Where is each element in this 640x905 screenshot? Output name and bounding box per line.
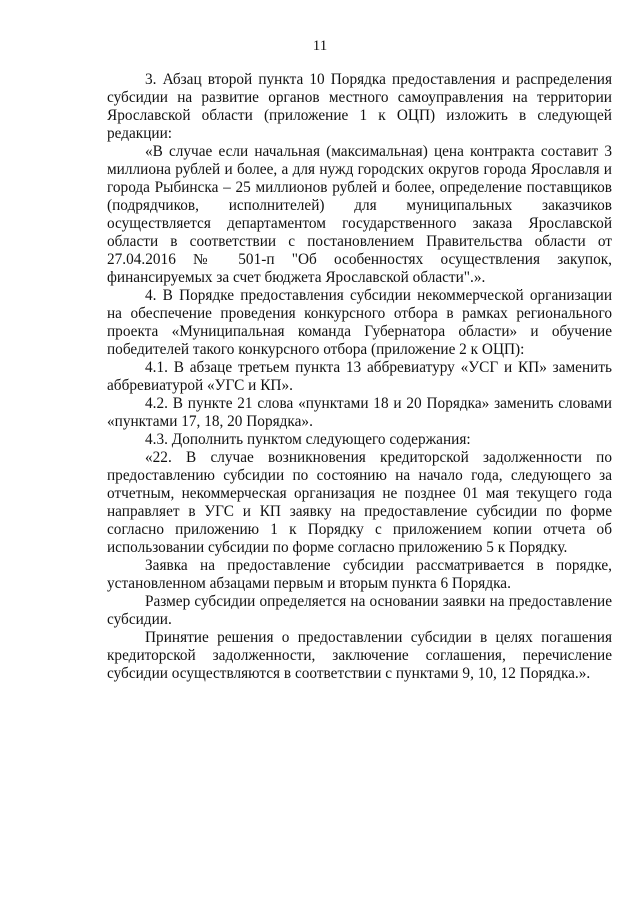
- page-number: 11: [312, 38, 328, 54]
- paragraph-22: «22. В случае возникновения кредиторской задолженности по предоставлению субсидии по состоянию на начало года, следующего за отчетным, некоммерческая организация не позднее 01 мая текущего года направляет в УГС и КП заявку на предоставление субсидии по форме согласно приложению 1 к Порядку с приложением копии отчета об использовании субсидии по форме согласно приложению 5 к Порядку.: [107, 449, 612, 556]
- paragraph-4-1: 4.1. В абзаце третьем пункта 13 аббревиатуру «УСГ и КП» заменить аббревиатурой «УГС и КП».: [107, 359, 612, 394]
- paragraph-4-3: 4.3. Дополнить пунктом следующего содержания:: [145, 431, 471, 448]
- document-body: [107, 71, 612, 683]
- paragraph-3: 3. Абзац второй пункта 10 Порядка предоставления и распределения субсидии на развитие органов местного самоуправления на территории Ярославской области (приложение 1 к ОЦП) изложить в следующей редакции:: [107, 71, 612, 142]
- paragraph-22-application: Заявка на предоставление субсидии рассматривается в порядке, установленном абзацами первым и вторым пункта 6 Порядка.: [107, 557, 612, 592]
- paragraph-4: 4. В Порядке предоставления субсидии некоммерческой организации на обеспечение проведения конкурсного отбора в рамках регионального проекта «Муниципальная команда Губернатора области» и обучение победителей такого конкурсного отбора (приложение 2 к ОЦП):: [107, 287, 612, 358]
- paragraph-4-2: 4.2. В пункте 21 слова «пунктами 18 и 20 Порядка» заменить словами «пунктами 17, 18, 20 Порядка».: [107, 395, 612, 430]
- paragraph-22-amount: Размер субсидии определяется на основании заявки на предоставление субсидии.: [107, 593, 612, 628]
- paragraph-22-decision: Принятие решения о предоставлении субсидии в целях погашения кредиторской задолженности, заключение соглашения, перечисление субсидии осуществляются в соответствии с пунктами 9, 10, 12 Порядка.».: [107, 629, 612, 682]
- paragraph-3-quote: «В случае если начальная (максимальная) цена контракта составит 3 миллиона рублей и более, а для нужд городских округов города Ярославля и города Рыбинска – 25 миллионов рублей и более, определение поставщиков (подрядчиков, исполнителей) для муниципальных заказчиков осуществляется департаментом государственного заказа Ярославской области в соответствии с постановлением Правительства области от 27.04.2016 № 501-п "Об особенностях осуществления закупок, финансируемых за счет бюджета Ярославской области".».: [107, 143, 612, 286]
